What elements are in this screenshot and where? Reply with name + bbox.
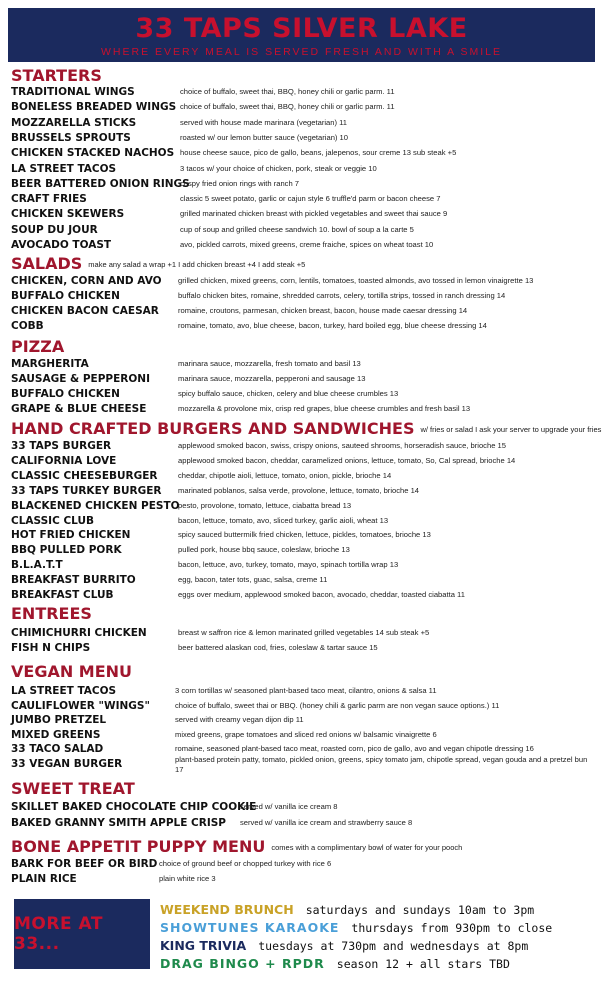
menu-item-name: BARK FOR BEEF OR BIRD	[11, 858, 158, 870]
menu-item-description: romaine, tomato, avo, blue cheese, bacon, turkey, hard boiled egg, blue cheese dressing 14	[178, 321, 487, 330]
menu-item-description: choice of buffalo, sweet thai or BBQ. (honey chili & garlic parm are non vegan sauce options.) 11	[175, 700, 500, 710]
menu-item	[11, 402, 599, 416]
menu-item	[11, 728, 599, 742]
menu-item-name: CHICKEN BACON CAESAR	[11, 305, 159, 317]
menu-item-name: MARGHERITA	[11, 358, 89, 370]
section-title-starters: STARTERS	[11, 66, 102, 85]
menu-item	[11, 699, 599, 713]
menu-item-description: plant-based protein patty, tomato, pickled onion, greens, spicy tomato jam, chipotle spread, vegan gouda and a pretzel bun 17	[175, 754, 588, 774]
event-name: KING TRIVIA	[160, 938, 247, 953]
menu-item-description: crispy fried onion rings with ranch 7	[180, 178, 300, 188]
menu-item-description: bacon, lettuce, avo, turkey, tomato, mayo, spinach tortilla wrap 13	[178, 560, 399, 570]
menu-item-name: 33 VEGAN BURGER	[11, 757, 123, 770]
section-title-salads: SALADS make any salad a wrap +1 I add chicken breast +4 I add steak +5	[11, 254, 306, 273]
event-king-trivia	[160, 937, 528, 955]
menu-item	[11, 304, 599, 318]
menu-item-description: eggs over medium, applewood smoked bacon, avocado, cheddar, toasted ciabatta 11	[178, 590, 465, 599]
menu-item	[11, 274, 599, 288]
menu-item-name: FISH N CHIPS	[11, 642, 91, 654]
menu-item	[11, 514, 599, 528]
menu-item-name: BRUSSELS SPROUTS	[11, 131, 131, 144]
menu-item	[11, 116, 599, 130]
menu-item	[11, 192, 599, 206]
menu-item	[11, 816, 599, 830]
menu-item-name: BUFFALO CHICKEN	[11, 290, 120, 302]
menu-item	[11, 872, 599, 886]
more-at-33-box	[14, 899, 150, 969]
section-title-sweet-treat: SWEET TREAT	[11, 779, 135, 798]
menu-item	[11, 484, 599, 498]
menu-item-name: CLASSIC CLUB	[11, 514, 94, 527]
salads-note: make any salad a wrap +1 I add chicken breast +4 I add steak +5	[88, 259, 306, 269]
menu-item-description: cheddar, chipotle aioli, lettuce, tomato, onion, pickle, brioche 14	[178, 470, 392, 480]
menu-item-description: marinara sauce, mozzarella, pepperoni and sausage 13	[178, 374, 366, 383]
menu-item-name: CHICKEN SKEWERS	[11, 208, 125, 221]
menu-item-name: MOZZARELLA STICKS	[11, 116, 137, 129]
menu-item-description: classic 5 sweet potato, garlic or cajun style 6 truffle'd parm or bacon cheese 7	[180, 194, 441, 204]
menu-item-description: grilled chicken, mixed greens, corn, lentils, tomatoes, toasted almonds, avo tossed in lemon vinaigrette 13	[178, 276, 534, 285]
menu-item-name: 33 TACO SALAD	[11, 743, 104, 755]
menu-item-name: BREAKFAST CLUB	[11, 589, 114, 601]
menu-item	[11, 100, 599, 114]
menu-item	[11, 857, 599, 871]
menu-item-name: BUFFALO CHICKEN	[11, 388, 120, 400]
menu-item	[11, 223, 599, 237]
menu-item-name: CHICKEN STACKED NACHOS	[11, 147, 175, 160]
menu-item	[11, 146, 599, 160]
menu-item	[11, 684, 599, 698]
menu-item-description: plain white rice 3	[159, 874, 216, 883]
menu-item-description: egg, bacon, tater tots, guac, salsa, creme 11	[178, 575, 328, 585]
menu-item-description: romaine, croutons, parmesan, chicken breast, bacon, house made caesar dressing 14	[178, 306, 468, 315]
header-banner	[8, 8, 595, 62]
event-drag-bingo	[160, 955, 510, 973]
event-name: SHOWTUNES KARAOKE	[160, 920, 340, 935]
event-details: tuesdays at 730pm and wednesdays at 8pm	[258, 939, 529, 953]
event-showtunes-karaoke	[160, 919, 552, 937]
menu-item-description: served with house made marinara (vegetarian) 11	[180, 117, 348, 127]
menu-item-description: choice of buffalo, sweet thai, BBQ, honey chili or garlic parm. 11	[180, 102, 395, 112]
menu-item	[11, 800, 599, 814]
menu-item	[11, 558, 599, 572]
menu-item-name: BREAKFAST BURRITO	[11, 574, 136, 587]
menu-item	[11, 439, 599, 453]
menu-item	[11, 207, 599, 221]
menu-item-description: pesto, provolone, tomato, lettuce, ciabatta bread 13	[178, 500, 352, 510]
menu-item-name: BLACKENED CHICKEN PESTO	[11, 499, 180, 512]
menu-item-description: choice of ground beef or chopped turkey with rice 6	[159, 859, 332, 868]
menu-item	[11, 177, 599, 191]
menu-item-name: CHIMICHURRI CHICKEN	[11, 627, 147, 639]
menu-item-description: 3 tacos w/ your choice of chicken, pork, steak or veggie 10	[180, 163, 377, 173]
menu-item-name: CHICKEN, CORN AND AVO	[11, 275, 162, 287]
menu-item-name: B.L.A.T.T	[11, 559, 63, 572]
menu-item-description: romaine, seasoned plant-based taco meat, roasted corn, pico de gallo, avo and vegan chipotle dressing 16	[175, 744, 534, 753]
menu-item-name: TRADITIONAL WINGS	[11, 86, 135, 98]
menu-item-name: BAKED GRANNY SMITH APPLE CRISP	[11, 816, 226, 829]
menu-item	[11, 528, 599, 542]
menu-item-name: PLAIN RICE	[11, 873, 77, 885]
menu-item-description: marinara sauce, mozzarella, fresh tomato and basil 13	[178, 359, 361, 368]
menu-item-name: HOT FRIED CHICKEN	[11, 529, 131, 542]
menu-item-name: LA STREET TACOS	[11, 685, 117, 697]
menu-item	[11, 238, 599, 252]
menu-item	[11, 319, 599, 333]
menu-item-name: AVOCADO TOAST	[11, 239, 112, 251]
menu-item-name: CALIFORNIA LOVE	[11, 454, 117, 467]
menu-item-description: applewood smoked bacon, cheddar, caramelized onions, lettuce, tomato, So, Cal spread, brioche 14	[178, 455, 516, 465]
menu-item-description: avo, pickled carrots, mixed greens, creme fraiche, spices on wheat toast 10	[180, 240, 434, 249]
burgers-note: w/ fries or salad I ask your server to upgrade your fries	[420, 424, 602, 434]
menu-item-description: served w/ vanilla ice cream and strawberry sauce 8	[240, 817, 413, 827]
menu-item-description: spicy sauced buttermilk fried chicken, lettuce, pickles, tomatoes, brioche 13	[178, 530, 431, 540]
menu-item	[11, 289, 599, 303]
menu-item	[11, 357, 599, 371]
menu-item	[11, 588, 599, 602]
menu-item	[11, 573, 599, 587]
menu-item-description: marinated poblanos, salsa verde, provolone, lettuce, tomato, brioche 14	[178, 485, 420, 495]
menu-item	[11, 713, 599, 727]
menu-item-name: COBB	[11, 320, 44, 332]
menu-item	[11, 162, 599, 176]
event-details: thursdays from 930pm to close	[351, 921, 553, 935]
tagline: WHERE EVERY MEAL IS SERVED FRESH AND WITH A SMILE	[100, 46, 503, 58]
menu-item-name: 33 TAPS BURGER	[11, 440, 112, 452]
event-name: DRAG BINGO + RPDR	[160, 956, 325, 971]
menu-item-description: beer battered alaskan cod, fries, coleslaw & tartar sauce 15	[178, 643, 378, 652]
event-details: saturdays and sundays 10am to 3pm	[305, 903, 535, 917]
section-title-burgers: HAND CRAFTED BURGERS AND SANDWICHES w/ fries or salad I ask your server to upgrade your fries	[11, 419, 602, 438]
event-name: WEEKEND BRUNCH	[160, 902, 294, 917]
menu-item-name: GRAPE & BLUE CHEESE	[11, 403, 147, 415]
menu-item-name: BBQ PULLED PORK	[11, 544, 122, 557]
menu-item	[11, 387, 599, 401]
menu-item-description: cup of soup and grilled cheese sandwich 10. bowl of soup a la carte 5	[180, 224, 414, 234]
menu-item-description: served with creamy vegan dijon dip 11	[175, 715, 304, 724]
menu-item-description: buffalo chicken bites, romaine, shredded carrots, celery, tortilla strips, tossed in ranch dressing 14	[178, 291, 506, 300]
menu-item-name: CLASSIC CHEESEBURGER	[11, 469, 158, 482]
menu-item-name: JUMBO PRETZEL	[11, 714, 107, 726]
menu-item	[11, 543, 599, 557]
section-title-pizza: PIZZA	[11, 337, 65, 356]
menu-item	[11, 469, 599, 483]
menu-item-description: 3 corn tortillas w/ seasoned plant-based taco meat, cilantro, onions & salsa 11	[175, 686, 437, 695]
menu-item-description: bacon, lettuce, tomato, avo, sliced turkey, garlic aioli, wheat 13	[178, 515, 389, 525]
menu-item-name: BONELESS BREADED WINGS	[11, 101, 177, 114]
menu-item-name: CRAFT FRIES	[11, 193, 87, 206]
menu-item-name: CAULIFLOWER "WINGS"	[11, 699, 150, 712]
menu-item-description: choice of buffalo, sweet thai, BBQ, honey chili or garlic parm. 11	[180, 87, 395, 96]
menu-item	[11, 85, 599, 99]
menu-item-description: applewood smoked bacon, swiss, crispy onions, sauteed shrooms, horseradish sauce, brioche 15	[178, 441, 506, 450]
menu-item	[11, 454, 599, 468]
menu-item	[11, 372, 599, 386]
menu-item-name: SOUP DU JOUR	[11, 223, 98, 236]
menu-item-name: LA STREET TACOS	[11, 162, 117, 175]
section-title-vegan: VEGAN MENU	[11, 662, 133, 681]
section-title-puppy-menu: BONE APPETIT PUPPY MENU comes with a complimentary bowl of water for your pooch	[11, 837, 463, 856]
menu-item-description: mixed greens, grape tomatoes and sliced red onions w/ balsamic vinaigrette 6	[175, 729, 437, 739]
menu-item-name: BEER BATTERED ONION RINGS	[11, 177, 190, 190]
menu-item-description: breast w saffron rice & lemon marinated grilled vegetables 14 sub steak +5	[178, 628, 430, 637]
event-details: season 12 + all stars TBD	[336, 957, 510, 971]
menu-item-name: SAUSAGE & PEPPERONI	[11, 373, 150, 385]
menu-item	[11, 626, 599, 640]
menu-item-description: spicy buffalo sauce, chicken, celery and blue cheese crumbles 13	[178, 389, 399, 398]
menu-item-description: grilled marinated chicken breast with pickled vegetables and sweet thai sauce 9	[180, 209, 448, 219]
menu-item	[11, 754, 599, 779]
menu-item-name: MIXED GREENS	[11, 728, 101, 741]
menu-item-description: mozzarella & provolone mix, crisp red grapes, blue cheese crumbles and fresh basil 13	[178, 404, 471, 413]
menu-item	[11, 499, 599, 513]
menu-item-name: SKILLET BAKED CHOCOLATE CHIP COOKIE	[11, 801, 257, 813]
menu-item-description: pulled pork, house bbq sauce, coleslaw, brioche 13	[178, 545, 350, 555]
menu-item-description: roasted w/ our lemon butter sauce (vegetarian) 10	[180, 132, 348, 142]
puppy-note: comes with a complimentary bowl of water for your pooch	[271, 842, 463, 852]
event-weekend-brunch	[160, 901, 534, 919]
menu-item-name: 33 TAPS TURKEY BURGER	[11, 484, 162, 497]
more-at-33-label: MORE AT 33...	[14, 914, 103, 954]
restaurant-title: 33 TAPS SILVER LAKE	[135, 13, 468, 44]
menu-item-description: served w/ vanilla ice cream 8	[240, 802, 338, 811]
section-title-entrees: ENTREES	[11, 604, 92, 623]
menu-item	[11, 641, 599, 655]
menu-item-description: house cheese sauce, pico de gallo, beans, jalepenos, sour creme 13 sub steak +5	[180, 148, 457, 158]
menu-item	[11, 131, 599, 145]
